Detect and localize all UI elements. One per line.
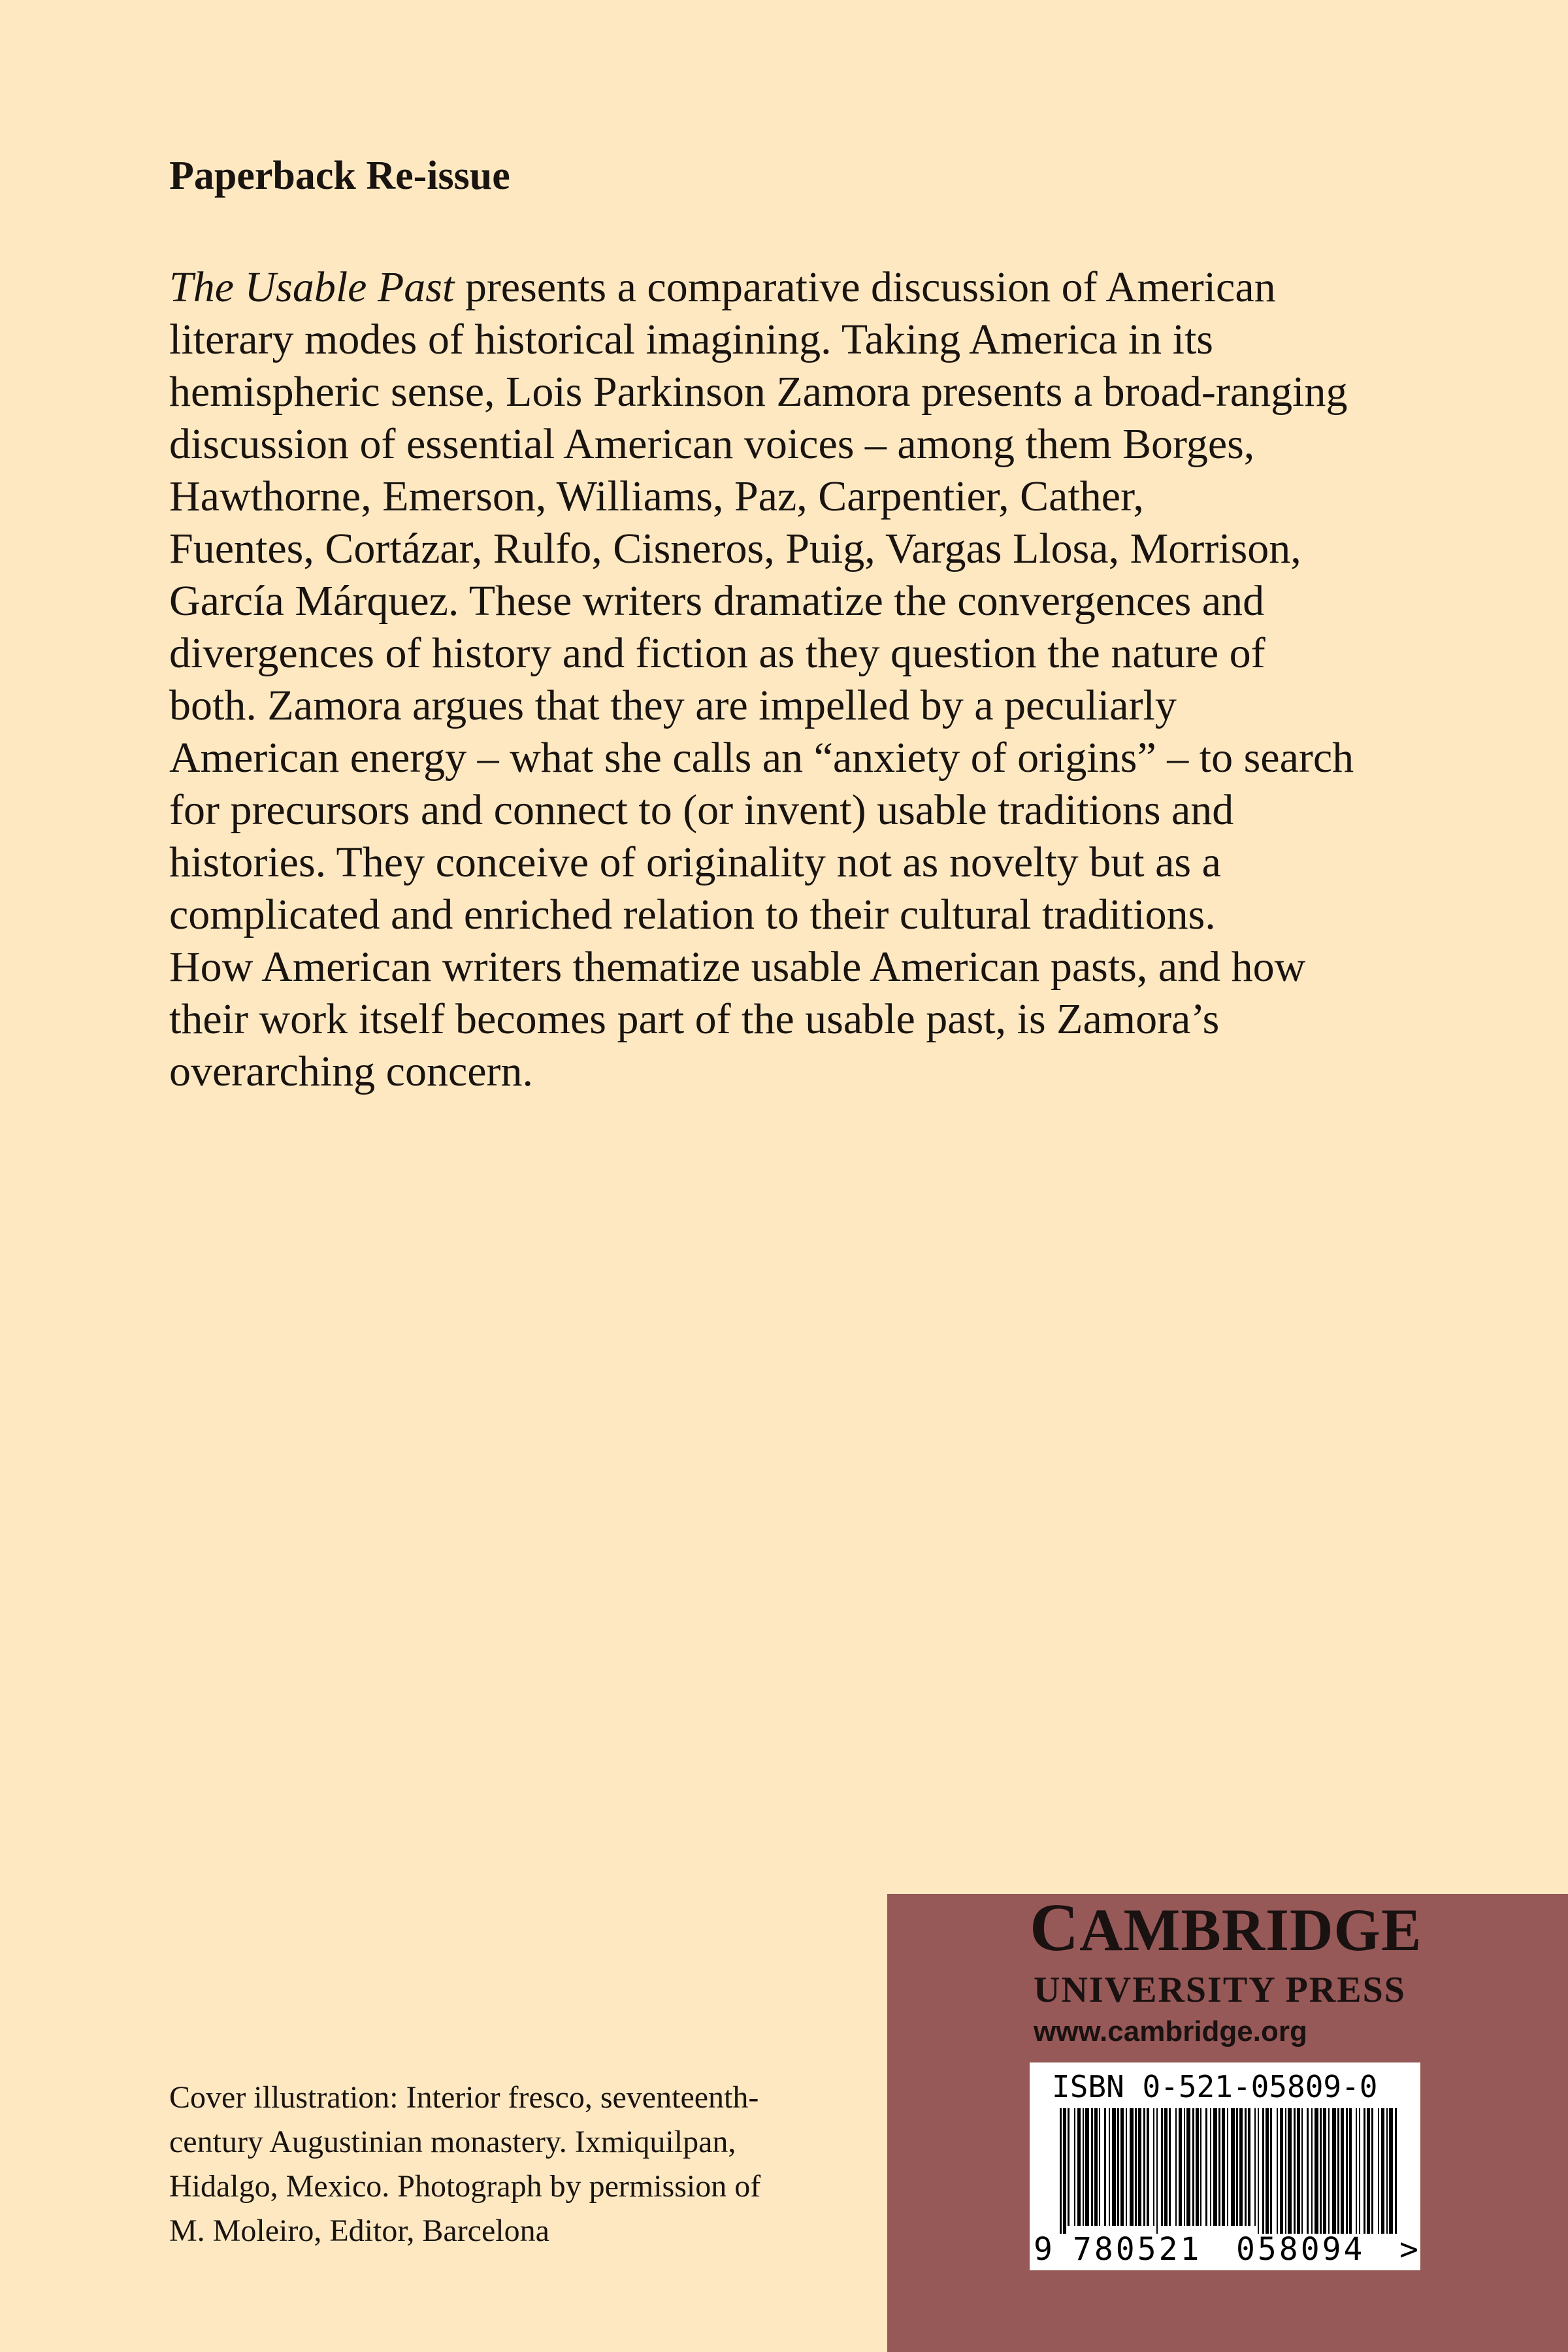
publisher-logo-rest: AMBRIDGE	[1079, 1897, 1422, 1963]
barcode-bar	[1196, 2108, 1199, 2226]
description-line: discussion of essential American voices – among them Borges,	[169, 420, 1255, 468]
barcode-bar	[1112, 2108, 1116, 2226]
barcode-bar	[1153, 2108, 1154, 2226]
description-line	[169, 261, 1437, 314]
barcode-bar	[1266, 2108, 1269, 2234]
barcode-bar	[1210, 2108, 1211, 2226]
description-line: for precursors and connect to (or invent) usable traditions and	[169, 786, 1234, 834]
barcode-bar	[1245, 2108, 1247, 2226]
barcode-bar	[1184, 2108, 1185, 2226]
barcode-bar	[1063, 2108, 1066, 2234]
barcode-bar	[1143, 2108, 1145, 2226]
barcode-bar	[1091, 2108, 1093, 2226]
barcode-bar	[1186, 2108, 1190, 2226]
description-text: presents a comparative discussion of American	[454, 263, 1276, 311]
barcode-digit-quiet-zone: >	[1399, 2231, 1418, 2268]
cover-illustration-credit	[169, 2076, 862, 2253]
barcode-bar	[1270, 2108, 1272, 2234]
barcode-bar	[1192, 2108, 1194, 2226]
barcode-bar	[1164, 2108, 1168, 2226]
barcode-bar	[1371, 2108, 1373, 2234]
barcode-bar	[1126, 2108, 1127, 2226]
barcode-bar	[1099, 2108, 1100, 2226]
barcode-bar	[1294, 2108, 1296, 2234]
barcode-bar	[1323, 2108, 1326, 2234]
barcode-bar	[1179, 2108, 1182, 2226]
barcode-bar	[1205, 2108, 1207, 2226]
back-cover-heading: Paperback Re-issue	[169, 154, 510, 198]
description-line: Hawthorne, Emerson, Williams, Paz, Carpentier, Cather,	[169, 472, 1144, 520]
barcode-bar	[1236, 2108, 1238, 2226]
barcode-bar	[1315, 2108, 1318, 2234]
barcode-bar	[1320, 2108, 1322, 2234]
book-title: The Usable Past	[169, 263, 455, 311]
barcode-bar	[1311, 2108, 1313, 2234]
barcode-bar	[1364, 2108, 1365, 2234]
barcode-bar	[1104, 2108, 1106, 2226]
barcode	[1030, 2062, 1420, 2270]
barcode-bar	[1094, 2108, 1098, 2226]
barcode-bar	[1288, 2108, 1292, 2234]
description-line: divergences of history and fiction as they question the nature of	[169, 629, 1266, 677]
barcode-bar	[1213, 2108, 1217, 2226]
barcode-bar	[1328, 2108, 1330, 2234]
barcode-bar	[1231, 2108, 1235, 2226]
barcode-bar	[1074, 2108, 1075, 2226]
credit-line: Cover illustration: Interior fresco, seventeenth-	[169, 2080, 759, 2115]
barcode-bar	[1332, 2108, 1336, 2234]
barcode-bar	[1083, 2108, 1084, 2226]
description-line: García Márquez. These writers dramatize the convergences and	[169, 577, 1265, 625]
barcode-digit-group-left: 780521	[1073, 2231, 1202, 2268]
barcode-bar	[1200, 2108, 1201, 2226]
barcode-bar	[1175, 2108, 1177, 2226]
barcode-bar	[1349, 2108, 1352, 2234]
publisher-panel	[887, 1890, 1568, 2352]
credit-line: century Augustinian monastery. Ixmiquilpan,	[169, 2125, 736, 2159]
credit-line: M. Moleiro, Editor, Barcelona	[169, 2213, 549, 2248]
barcode-bar	[1109, 2108, 1110, 2226]
credit-line: Hidalgo, Mexico. Photograph by permission of	[169, 2169, 761, 2204]
barcode-bar	[1337, 2108, 1339, 2234]
barcode-bar	[1218, 2108, 1220, 2226]
barcode-bar	[1280, 2108, 1283, 2234]
barcode-bar	[1356, 2108, 1357, 2234]
book-description	[169, 261, 1437, 1098]
barcode-bar	[1222, 2108, 1225, 2226]
barcode-bar	[1135, 2108, 1137, 2226]
barcode-bar	[1120, 2108, 1124, 2226]
barcode-bar	[1277, 2108, 1278, 2234]
barcode-bar	[1307, 2108, 1309, 2234]
barcode-bar	[1359, 2108, 1360, 2234]
barcode-bar	[1381, 2108, 1384, 2234]
description-line: their work itself becomes part of the usable past, is Zamora’s	[169, 995, 1220, 1043]
barcode-bar	[1254, 2108, 1256, 2226]
barcode-bar	[1117, 2108, 1119, 2226]
barcode-bar	[1169, 2108, 1171, 2226]
barcode-bar	[1156, 2108, 1158, 2234]
barcode-bar	[1341, 2108, 1344, 2234]
publisher-subtitle: UNIVERSITY PRESS	[1034, 1970, 1406, 2010]
barcode-bar	[1068, 2108, 1070, 2226]
barcode-bar	[1367, 2108, 1370, 2234]
barcode-bar	[1161, 2108, 1163, 2226]
barcode-bar	[1297, 2108, 1300, 2234]
barcode-bar	[1258, 2108, 1259, 2234]
barcode-bar	[1395, 2108, 1397, 2234]
barcode-bar	[1060, 2108, 1062, 2234]
barcode-bar	[1077, 2108, 1081, 2226]
description-line: Fuentes, Cortázar, Rulfo, Cisneros, Puig, Vargas Llosa, Morrison,	[169, 525, 1301, 572]
description-line: American energy – what she calls an “anxiety of origins” – to search	[169, 734, 1354, 782]
barcode-bar	[1378, 2108, 1379, 2234]
barcode-bar	[1285, 2108, 1286, 2234]
barcode-bar	[1386, 2108, 1388, 2234]
barcode-bar	[1389, 2108, 1393, 2234]
description-line: overarching concern.	[169, 1048, 534, 1095]
barcode-digit-prefix: 9	[1034, 2231, 1053, 2268]
barcode-bar	[1346, 2108, 1348, 2234]
publisher-logo-initial: C	[1030, 1890, 1080, 1965]
barcode-bar	[1085, 2108, 1089, 2226]
description-line: How American writers thematize usable American pasts, and how	[169, 943, 1306, 991]
barcode-bar	[1227, 2108, 1228, 2226]
barcode-bar	[1130, 2108, 1134, 2226]
publisher-logo	[1030, 1890, 1422, 1965]
description-line: literary modes of historical imagining. Taking America in its	[169, 316, 1213, 363]
barcode-bar	[1262, 2108, 1264, 2234]
description-line: histories. They conceive of originality not as novelty but as a	[169, 838, 1221, 886]
barcode-digit-group-right: 058094	[1236, 2231, 1365, 2268]
barcode-bar	[1239, 2108, 1243, 2226]
barcode-bar	[1147, 2108, 1149, 2226]
description-line: both. Zamora argues that they are impelled by a peculiarly	[169, 682, 1177, 729]
description-line: hemispheric sense, Lois Parkinson Zamora presents a broad-ranging	[169, 368, 1348, 416]
barcode-bar	[1301, 2108, 1303, 2234]
isbn-label: ISBN 0-521-05809-0	[1052, 2069, 1378, 2104]
barcode-bar	[1138, 2108, 1141, 2226]
description-line: complicated and enriched relation to their cultural traditions.	[169, 891, 1216, 938]
barcode-bar	[1248, 2108, 1250, 2226]
publisher-url: www.cambridge.org	[1034, 2015, 1307, 2047]
